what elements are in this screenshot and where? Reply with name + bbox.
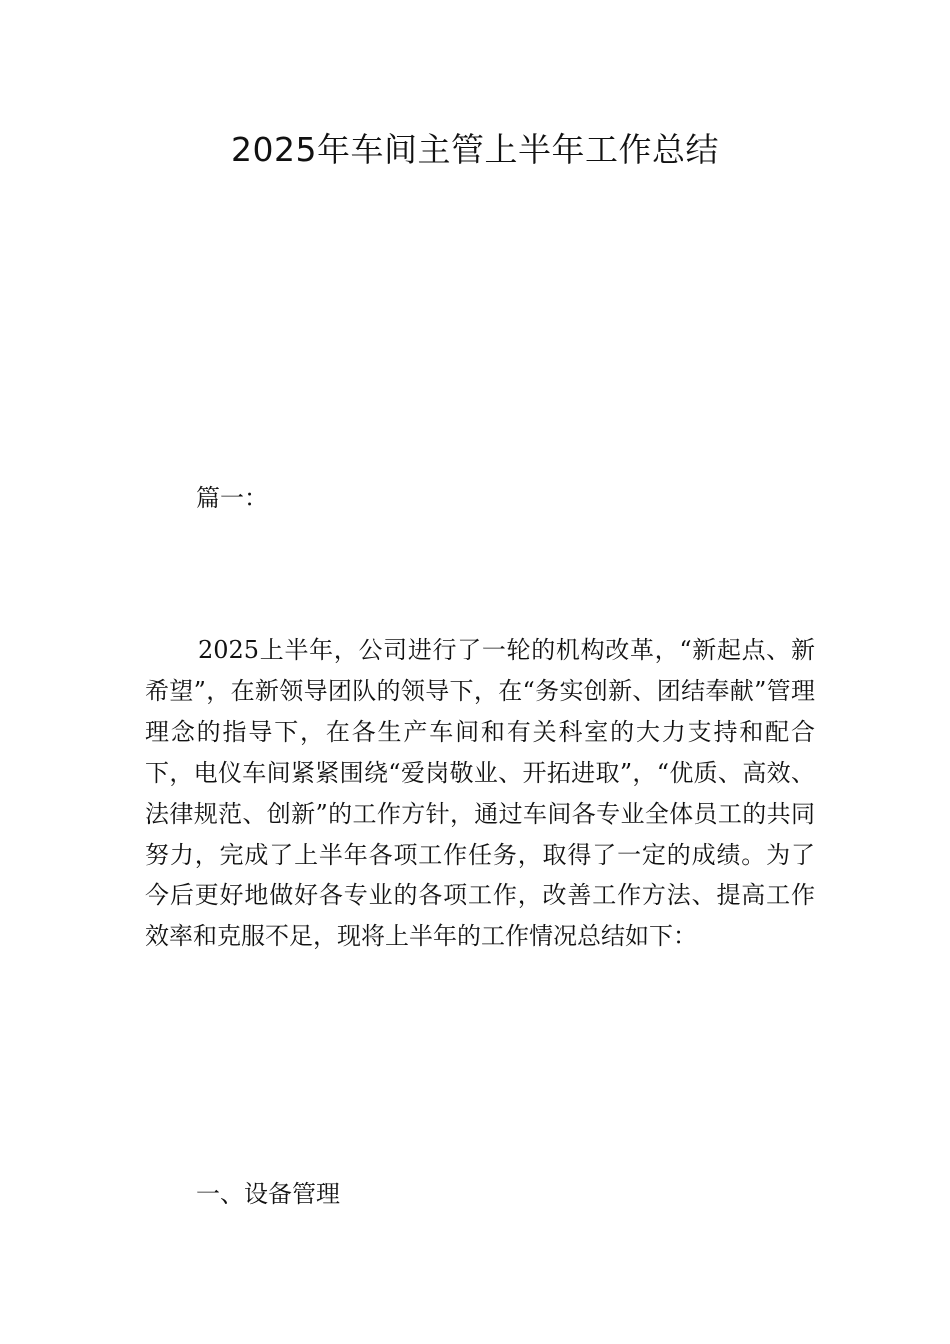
document-title: 2025年车间主管上半年工作总结 bbox=[231, 130, 719, 169]
section-heading: 篇一： bbox=[196, 484, 268, 512]
intro-paragraph: 2025上半年，公司进行了一轮的机构改革，“新起点、新希望”，在新领导团队的领导下，在“务实创新、团结奉献”管理理念的指导下，在各生产车间和有关科室的大力支持和配合下，电仪车间紧紧围绕“爱岗敬业、开拓进取”，“优质、高效、法律规范、创新”的工作方针，通过车间各专业全体员工的共同努力，完成了上半年各项工作任务，取得了一定的成绩。为了今后更好地做好各专业的各项工作，改善工作方法、提高工作效率和克服不足，现将上半年的工作情况总结如下： bbox=[145, 636, 815, 951]
subheading-equipment-management: 一、设备管理 bbox=[196, 1180, 340, 1208]
